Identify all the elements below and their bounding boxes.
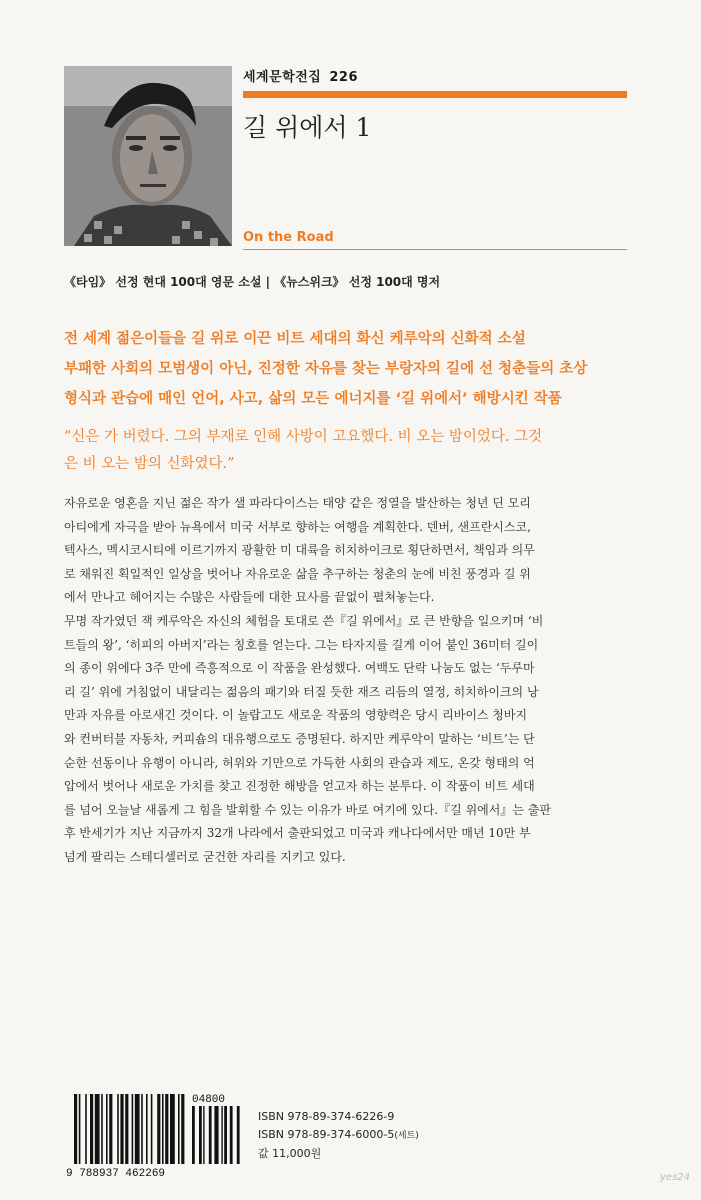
barcode-addon-bar [199,1106,202,1164]
barcode-bar [95,1094,100,1164]
barcode-bar [79,1094,81,1164]
description-line: 의 종이 위에다 3주 만에 즉흥적으로 이 작품을 완성했다. 여백도 단락 나눔도 없는 ‘두루마 [64,661,535,676]
description-line: 리 길’ 위에 거침없이 내달리는 젊음의 패기와 터질 듯한 재즈 리듬의 열정, 히치하이크의 낭 [64,684,539,699]
description-line: 넘게 팔리는 스테디셀러로 굳건한 자리를 지키고 있다. [64,849,346,864]
description-line: 압에서 벗어나 새로운 가치를 찾고 진정한 해방을 얻고자 하는 분투다. 이 작품이 비트 세대 [64,779,535,794]
barcode-bar [117,1094,119,1164]
series-name: 세계문학전집 [243,70,322,85]
barcode-addon-bar [224,1106,227,1164]
quote [64,424,654,478]
barcode-addon-digits: 04800 [192,1094,226,1106]
description-line: 자유로운 영혼을 지닌 젊은 작가 샐 파라다이스는 태양 같은 정열을 발산하는 청년 딘 모리 [64,496,531,510]
quote-line: “신은 가 버렸다. 그의 부재로 인해 사방이 고요했다. 비 오는 밤이었다. 그것 [64,429,543,445]
description-line: 트들의 왕’, ‘히피의 아버지’라는 칭호를 얻는다. 그는 타자지를 길게 이어 붙인 36미터 길이 [64,637,539,652]
barcode-bar [132,1094,134,1164]
barcode-bar [165,1094,168,1164]
description [64,492,654,870]
barcode-bar [109,1094,112,1164]
barcode-bar [181,1094,184,1164]
title-accent-bar [243,91,627,98]
series-label [243,66,358,85]
quote-line: 은 비 오는 밤의 신화였다.” [64,456,235,472]
barcode-bar [157,1094,160,1164]
book-title: 길 위에서 1 [243,113,372,142]
description-line: 로 채워진 획일적인 일상을 벗어나 자유로운 삶을 추구하는 청춘의 눈에 비친 풍경과 길 위 [64,566,531,581]
description-line: 무명 작가였던 잭 케루악은 자신의 체험을 토대로 쓴『길 위에서』로 큰 반향을 일으키며 ‘비 [64,613,544,628]
description-line: 에서 만나고 헤어지는 수많은 사람들에 대한 묘사를 끝없이 펼쳐놓는다. [64,590,435,605]
barcode-bar [146,1094,148,1164]
barcode-addon-bar [192,1106,195,1164]
english-title: On the Road [243,230,334,245]
highlight-line: 전 세계 젊은이들을 길 위로 이끈 비트 세대의 화신 케루악의 신화적 소설 [64,331,526,347]
price: 값 11,000원 [258,1147,322,1160]
barcode-bar [74,1094,77,1164]
barcode-addon-bar [214,1106,218,1164]
isbn-line-1: ISBN 978-89-374-6226-9 [258,1110,395,1123]
barcode-addon-bar [209,1106,212,1164]
barcode-bar [125,1094,128,1164]
description-line: 만과 자유를 아로새긴 것이다. 이 놀랍고도 새로운 작품의 영향력은 당시 리바이스 청바지 [64,708,528,723]
description-line: 텍사스, 멕시코시티에 이르기까지 광활한 미 대륙을 히치하이크로 횡단하면서, 책임과 의무 [64,543,535,558]
barcode-bar [135,1094,140,1164]
barcode-bar [141,1094,143,1164]
description-line: 순한 선동이나 유행이 아니라, 허위와 기만으로 가득한 사회의 관습과 제도, 온갖 형태의 억 [64,755,535,770]
isbn-line-2: ISBN 978-89-374-6000-5(세트) [258,1128,419,1141]
highlight-line: 형식과 관습에 매인 언어, 사고, 삶의 모든 에너지를 ‘길 위에서’ 해방시킨 작품 [64,391,562,407]
highlights [64,324,644,414]
barcode-addon-bar [221,1106,222,1164]
description-line: 를 넘어 오늘날 새롭게 그 힘을 발휘할 수 있는 이유가 바로 여기에 있다.『길 위에서』는 출판 [64,802,551,817]
series-number: 226 [329,70,358,85]
highlight-line: 부패한 사회의 모범생이 아닌, 진정한 자유를 찾는 부랑자의 길에 선 청춘들의 초상 [64,361,588,377]
barcode-bar [106,1094,108,1164]
barcode-bar [90,1094,93,1164]
barcode-addon-bar [203,1106,204,1164]
description-line: 아티에게 자극을 받아 뉴욕에서 미국 서부로 향하는 여행을 계획한다. 덴버, 샌프란시스코, [64,519,531,534]
isbn-block [258,1108,419,1163]
barcode-bar [170,1094,175,1164]
barcode-bar [120,1094,123,1164]
watermark-logo: yes24 [660,1172,691,1183]
barcode-addon-bar [237,1106,240,1164]
barcode-bar [151,1094,153,1164]
barcode-bar [178,1094,180,1164]
isbn-set-label: (세트) [394,1131,419,1141]
barcode-main-digits: 9 788937 462269 [66,1168,166,1180]
description-line: 와 컨버터블 자동차, 커피숍의 대유행으로도 증명된다. 하지만 케루악이 말하는 ‘비트’는 단 [64,731,535,746]
barcode-bar [162,1094,164,1164]
description-line: 후 반세기가 지난 지금까지 32개 나라에서 출판되었고 미국과 캐나다에서만 매년 10만 부 [64,826,531,841]
title-divider [243,249,627,250]
barcode-bar [85,1094,87,1164]
awards-line: 《타임》 선정 현대 100대 영문 소설 | 《뉴스위크》 선정 100대 명저 [64,275,441,289]
barcode-addon-bar [230,1106,233,1164]
barcode-bar [101,1094,103,1164]
author-photo [64,66,232,246]
